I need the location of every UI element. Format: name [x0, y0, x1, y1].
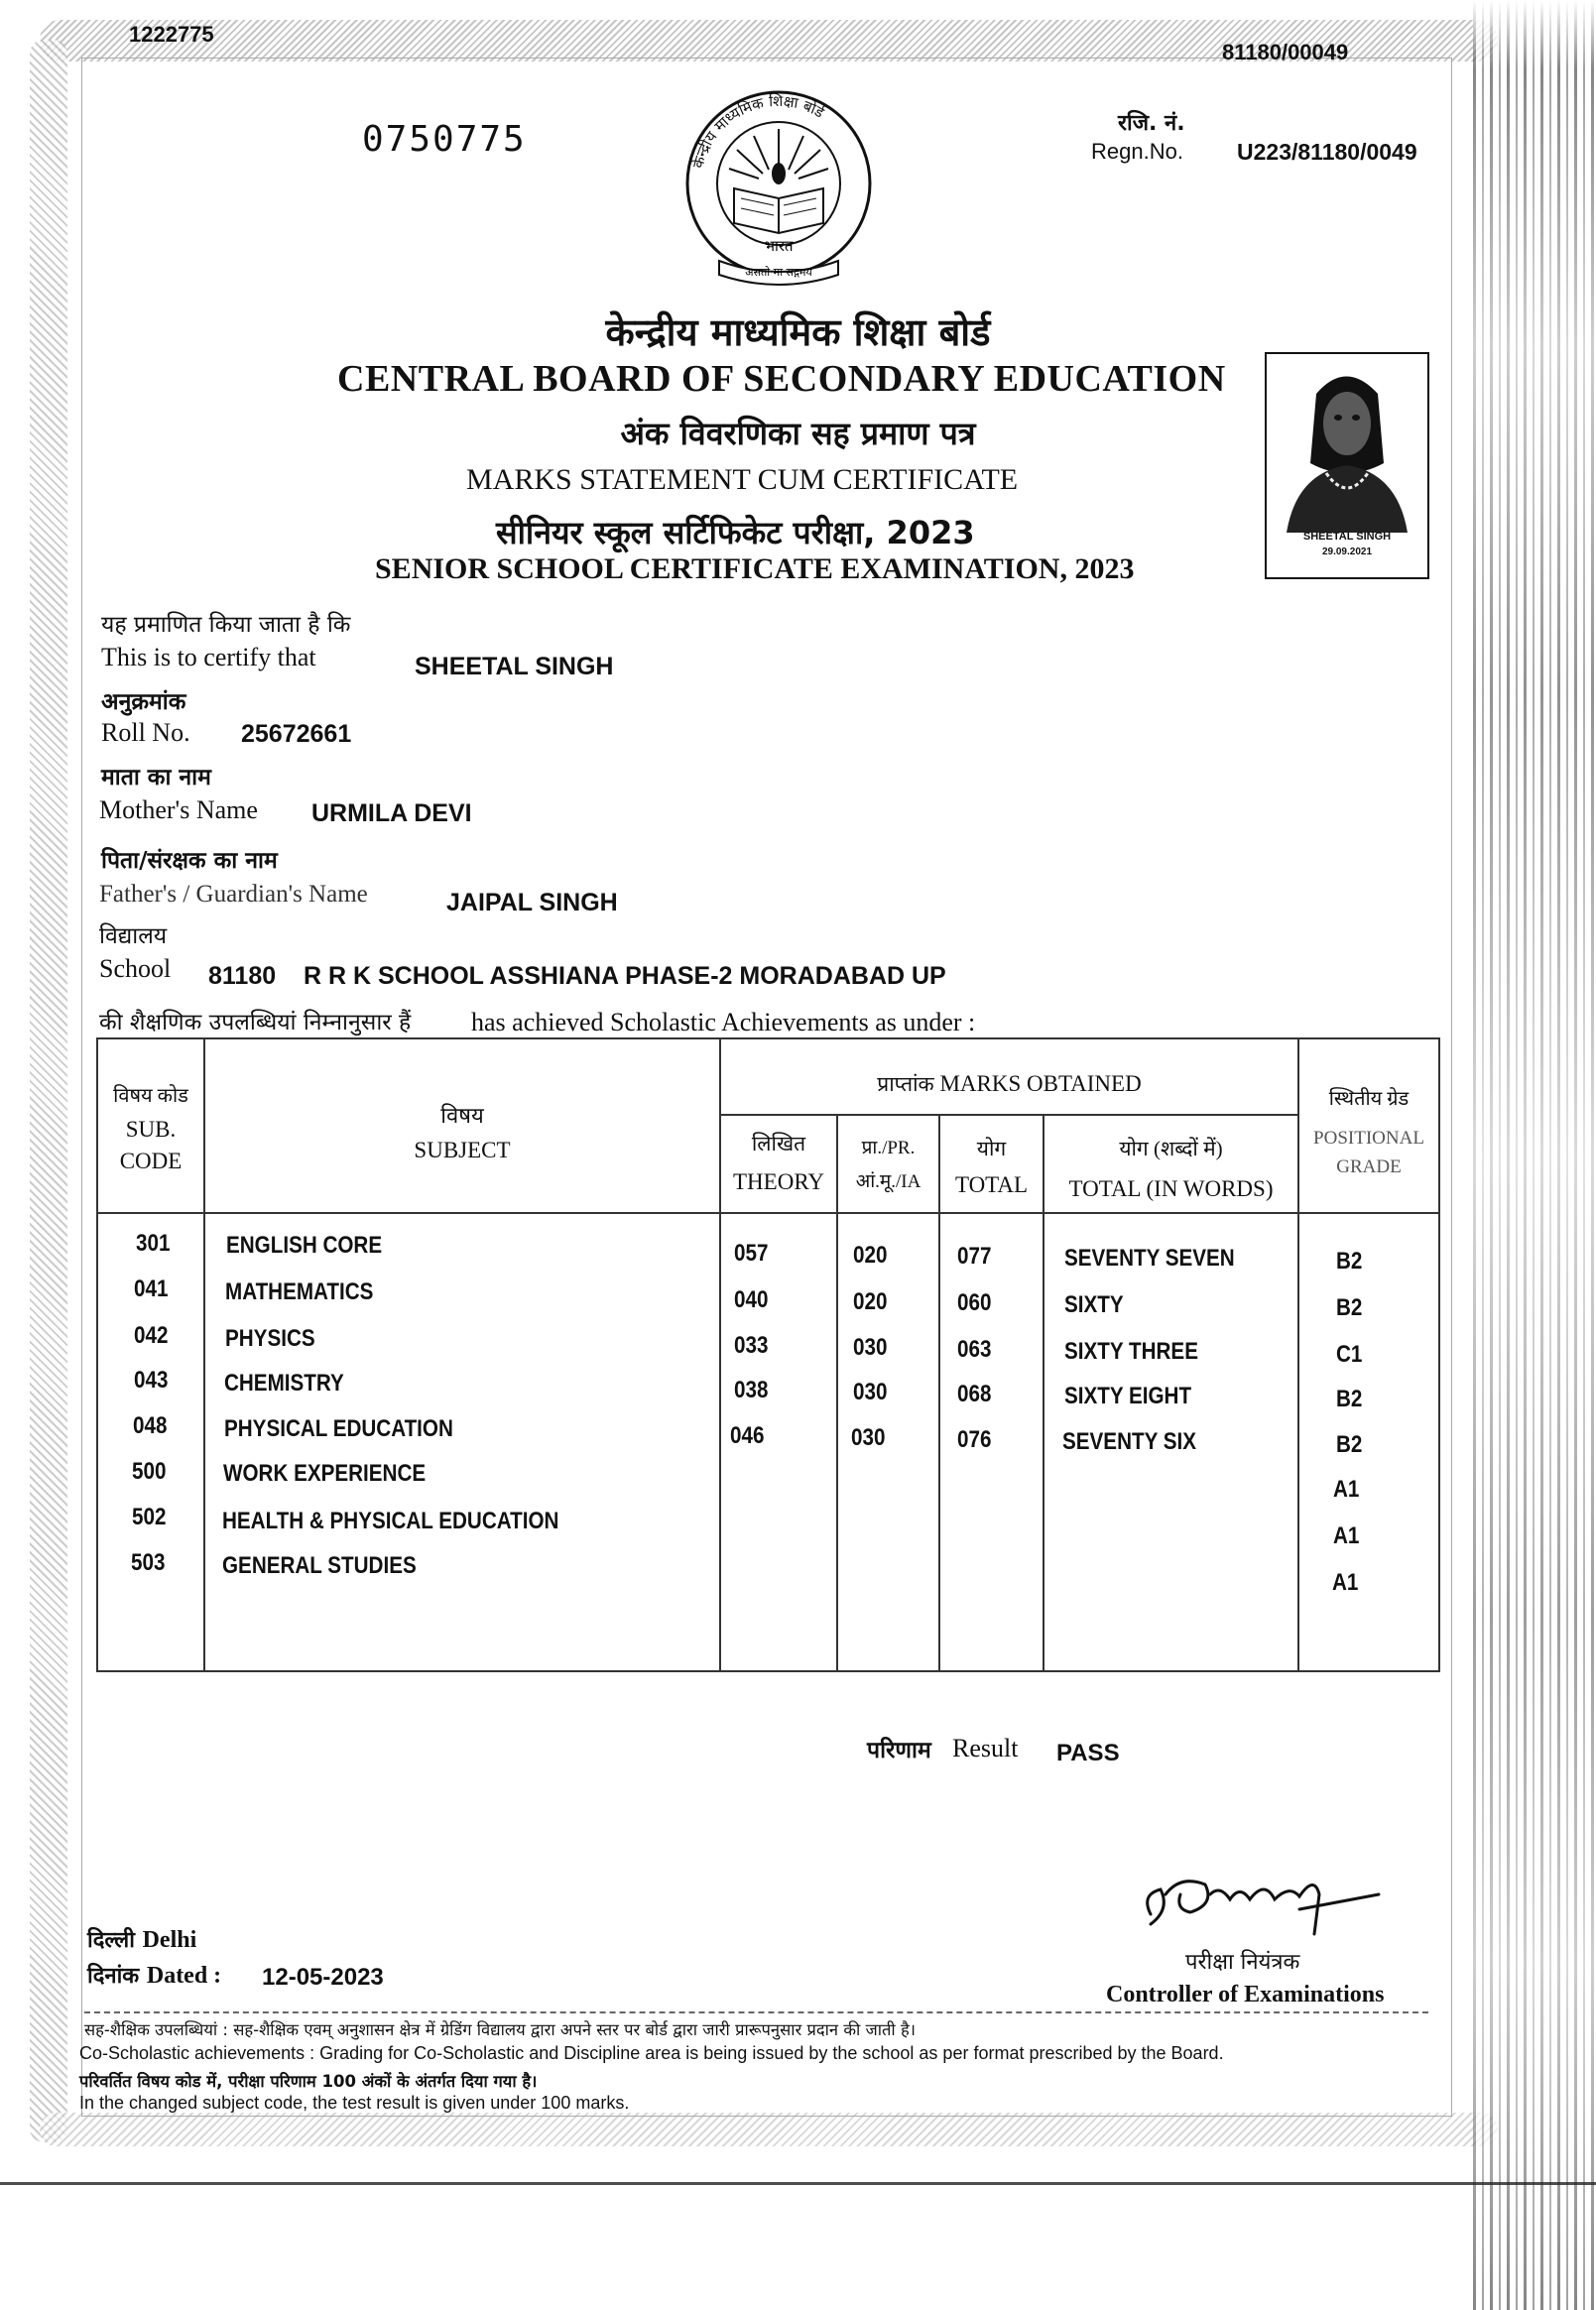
cell-code: 043: [134, 1367, 169, 1394]
controller-label-en: Controller of Examinations: [1106, 1982, 1385, 2007]
mother-label-hi: माता का नाम: [101, 765, 211, 790]
photo-caption-date: 29.09.2021: [1321, 547, 1373, 557]
th-code-en1: SUB.: [125, 1117, 177, 1142]
th-pr: प्रा./PR.: [861, 1138, 916, 1158]
cell-grade: C1: [1336, 1341, 1363, 1368]
dated-en: Dated :: [146, 1963, 222, 1989]
issue-date: 12-05-2023: [262, 1964, 384, 1991]
cell-subject: HEALTH & PHYSICAL EDUCATION: [222, 1508, 559, 1534]
mother-label-en: Mother's Name: [99, 795, 258, 824]
school-label-hi: विद्यालय: [99, 923, 168, 949]
cell-pr: 030: [853, 1379, 888, 1405]
cell-words: SIXTY EIGHT: [1064, 1383, 1192, 1409]
cell-theory: 038: [734, 1377, 769, 1403]
cell-code: 500: [132, 1458, 167, 1485]
cell-subject: CHEMISTRY: [224, 1370, 344, 1397]
cell-pr: 020: [853, 1242, 888, 1269]
candidate-photo: [1265, 352, 1429, 579]
th-ia: आं.मू./IA: [855, 1171, 921, 1192]
cell-words: SEVENTY SIX: [1062, 1428, 1196, 1455]
father-name: JAIPAL SINGH: [446, 889, 618, 916]
th-total-en: TOTAL: [954, 1172, 1029, 1197]
cell-subject: MATHEMATICS: [225, 1278, 374, 1305]
cell-code: 042: [134, 1322, 169, 1349]
certify-label-en: This is to certify that: [101, 643, 316, 671]
statement-title-en: MARKS STATEMENT CUM CERTIFICATE: [466, 463, 1019, 496]
place-label: [87, 1924, 196, 1954]
regn-label-hi: रजि. नं.: [1118, 111, 1185, 136]
cell-pr: 030: [851, 1424, 886, 1451]
footer-divider: [84, 2011, 1428, 2013]
dated-label: [87, 1960, 221, 1990]
cell-grade: B2: [1336, 1386, 1363, 1412]
th-total-hi: योग: [976, 1137, 1007, 1160]
cell-grade: A1: [1333, 1476, 1360, 1503]
seal-motto: असतो मा सद्गमय: [745, 266, 812, 279]
achieved-label-en: has achieved Scholastic Achievements as under :: [471, 1008, 976, 1036]
cell-subject: PHYSICS: [225, 1325, 315, 1352]
school-label-en: School: [99, 954, 172, 983]
cell-code: 048: [133, 1412, 168, 1439]
cbse-seal-logo: [679, 84, 878, 293]
place-en: Delhi: [142, 1927, 197, 1953]
th-code-en2: CODE: [119, 1149, 183, 1173]
regn-label-en: Regn.No.: [1091, 139, 1183, 164]
father-label-hi: पिता/संरक्षक का नाम: [101, 848, 278, 874]
cell-words: SIXTY: [1064, 1291, 1124, 1318]
cell-subject: GENERAL STUDIES: [222, 1552, 417, 1579]
cell-code: 502: [132, 1504, 167, 1530]
cell-grade: B2: [1336, 1248, 1363, 1275]
cell-theory: 057: [734, 1240, 769, 1267]
cell-theory: 040: [734, 1286, 769, 1313]
th-subject-en: SUBJECT: [414, 1138, 511, 1162]
th-grade-hi: स्थितीय ग्रेड: [1328, 1088, 1410, 1110]
svg-text:केन्द्रीय माध्यमिक शिक्षा बोर्: [689, 92, 828, 171]
exam-title-hi: सीनियर स्कूल सर्टिफिकेट परीक्षा, 2023: [496, 514, 975, 551]
cell-total: 063: [957, 1336, 992, 1363]
cell-grade: A1: [1332, 1569, 1359, 1596]
board-title-hi: केन्द्रीय माध्यमिक शिक्षा बोर्ड: [605, 310, 991, 354]
th-marks-hi: प्राप्तांक: [877, 1072, 934, 1096]
cell-theory: 033: [734, 1332, 769, 1359]
top-right-number: 81180/00049: [1222, 40, 1349, 64]
father-label-en: Father's / Guardian's Name: [99, 881, 368, 908]
cell-total: 068: [957, 1381, 992, 1407]
cell-pr: 030: [853, 1334, 888, 1361]
top-left-number: 1222775: [129, 22, 214, 47]
cell-total: 060: [957, 1289, 992, 1316]
mother-name: URMILA DEVI: [311, 799, 472, 827]
note-co-scholastic-hi: सह-शैक्षिक उपलब्धियां : सह-शैक्षिक एवम् अनुशासन क्षेत्र में ग्रेडिंग विद्यालय द्वारा अपने स्तर पर बोर्ड द्वारा जारी प्रारूपनुसार प्रदान की जाती है।: [84, 2020, 916, 2039]
result-value: PASS: [1056, 1740, 1120, 1766]
cell-theory: 046: [730, 1422, 765, 1449]
cell-words: SIXTY THREE: [1064, 1338, 1198, 1365]
th-theory-hi: लिखित: [751, 1132, 806, 1155]
cell-words: SEVENTY SEVEN: [1064, 1245, 1235, 1272]
exam-title-en: SENIOR SCHOOL CERTIFICATE EXAMINATION, 2023: [375, 552, 1135, 585]
th-words-en: TOTAL (IN WORDS): [1068, 1176, 1274, 1201]
roll-label-en: Roll No.: [101, 718, 190, 747]
cell-code: 301: [136, 1230, 171, 1257]
result-label-en: Result: [952, 1734, 1019, 1763]
photo-caption-name: SHEETAL SINGH: [1302, 531, 1392, 543]
roll-label-hi: अनुक्रमांक: [101, 689, 186, 715]
achieved-label-hi: की शैक्षणिक उपलब्धियां निम्नानुसार हैं: [99, 1010, 412, 1035]
result-label-hi: परिणाम: [867, 1738, 931, 1763]
board-title-en: CENTRAL BOARD OF SECONDARY EDUCATION: [337, 358, 1226, 400]
dated-hi: दिनांक: [87, 1964, 140, 1989]
roll-number: 25672661: [241, 720, 352, 748]
seal-country: भारत: [764, 237, 794, 255]
cell-grade: A1: [1333, 1522, 1360, 1549]
th-subject-hi: विषय: [440, 1103, 484, 1128]
school-name: R R K SCHOOL ASSHIANA PHASE-2 MORADABAD UP: [304, 962, 946, 990]
cell-subject: WORK EXPERIENCE: [223, 1460, 427, 1487]
th-marks-en: MARKS OBTAINED: [939, 1071, 1142, 1096]
note-changed-code-en: In the changed subject code, the test result is given under 100 marks.: [79, 2093, 630, 2113]
th-marks-obtained: [721, 1069, 1297, 1099]
cell-pr: 020: [853, 1288, 888, 1315]
note-co-scholastic-en: Co-Scholastic achievements : Grading for Co-Scholastic and Discipline area is being issued by the school as per format prescribed by the Board.: [79, 2043, 1224, 2063]
cell-subject: PHYSICAL EDUCATION: [224, 1415, 453, 1442]
cell-total: 077: [957, 1243, 992, 1270]
candidate-name: SHEETAL SINGH: [415, 653, 614, 680]
cell-code: 041: [134, 1276, 169, 1302]
place-hi: दिल्ली: [87, 1928, 135, 1953]
school-code: 81180: [208, 962, 277, 990]
controller-signature: [1131, 1855, 1389, 1954]
scan-bottom-edge: [0, 2182, 1596, 2205]
controller-label-hi: परीक्षा नियंत्रक: [1185, 1950, 1300, 1975]
cell-subject: ENGLISH CORE: [226, 1232, 383, 1259]
th-grade-en2: GRADE: [1336, 1156, 1402, 1177]
certify-label-hi: यह प्रमाणित किया जाता है कि: [101, 612, 351, 638]
th-code-hi: विषय कोड: [113, 1085, 188, 1107]
cell-grade: B2: [1336, 1431, 1363, 1458]
note-changed-code-hi: परिवर्तित विषय कोड में, परीक्षा परिणाम 100 अंकों के अंतर्गत दिया गया है।: [79, 2072, 538, 2091]
cell-total: 076: [957, 1426, 992, 1453]
cell-grade: B2: [1336, 1294, 1363, 1321]
portrait-image: [1267, 354, 1427, 533]
regn-value: U223/81180/0049: [1237, 139, 1417, 165]
th-grade-en1: POSITIONAL: [1313, 1128, 1424, 1149]
th-words-hi: योग (शब्दों में): [1119, 1137, 1223, 1160]
guilloche-border-bottom: [40, 2113, 1498, 2146]
seal-ring-text: केन्द्रीय माध्यमिक शिक्षा बोर्ड: [688, 91, 827, 171]
statement-title-hi: अंक विवरणिका सह प्रमाण पत्र: [620, 415, 976, 452]
th-theory-en: THEORY: [733, 1169, 824, 1194]
cell-code: 503: [131, 1549, 166, 1576]
serial-number: 0750775: [362, 119, 527, 160]
